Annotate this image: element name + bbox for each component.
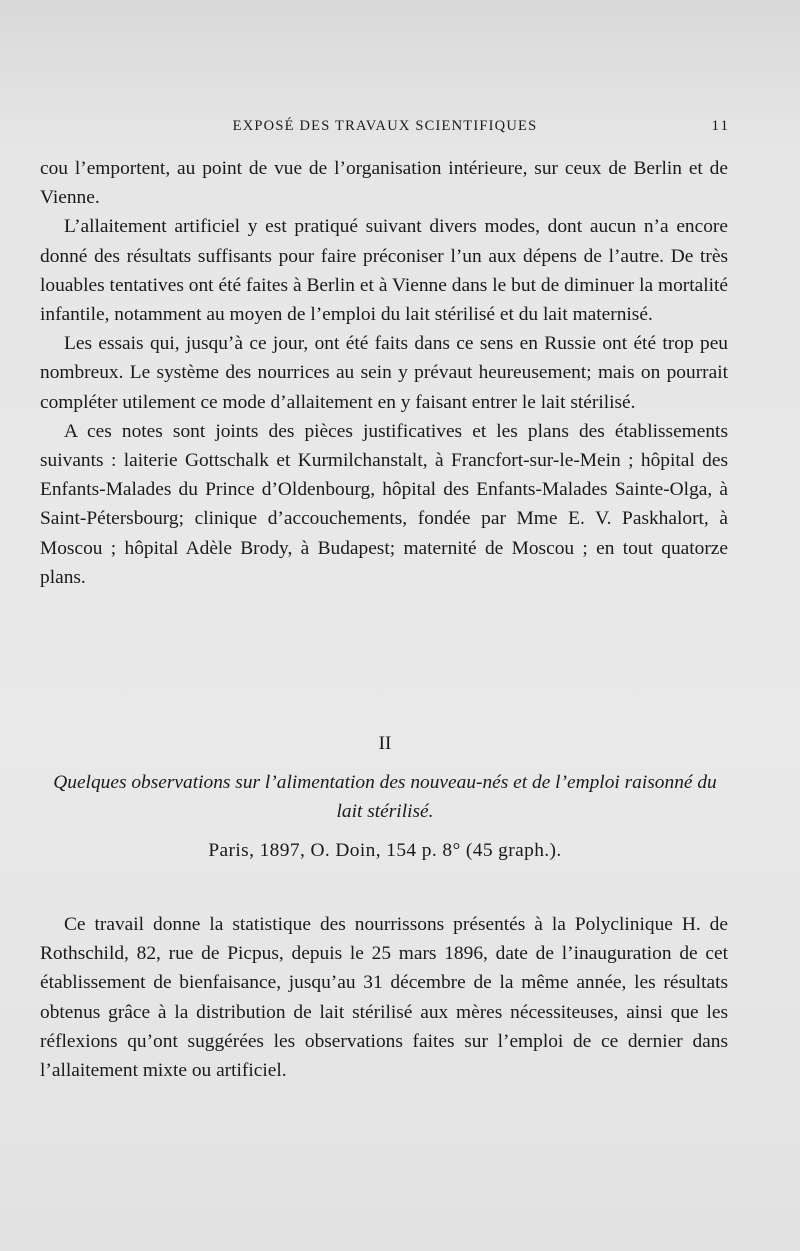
running-title: EXPOSÉ DES TRAVAUX SCIENTIFIQUES [232,118,538,134]
paragraph-travail: Ce travail donne la statistique des nourrissons présentés à la Polyclinique H. de Rothschild, 82, rue de Picpus, depuis le 25 mars 1896, date de l’inauguration de cet établissement de bienfaisance, jusqu’au 31 décembre de la même année, les résultats obtenus grâce à la distribution de lait stérilisé aux mères nécessiteuses, ainsi que les réflexions qu’ont suggérées les observations faites sur l’emploi de ce dernier dans l’allaitement mixte ou artificiel. [40,914,728,1082]
body-text-top [40,154,728,592]
paragraph-allaitement: L’allaitement artificiel y est pratiqué suivant divers modes, dont aucun n’a encore donné des résultats suffisants pour faire préconiser l’un aux dépens de l’autre. De très louables tentatives ont été faites à Berlin et à Vienne dans le but de diminuer la mortalité infantile, notamment au moyen de l’emploi du lait stérilisé et du lait maternisé. [40,216,728,326]
paragraph-pieces-justificatives: A ces notes sont joints des pièces justificatives et les plans des établissements suivants : laiterie Gottschalk et Kurmilchanstalt, à Francfort-sur-le-Mein ; hôpital des Enfants-Malades du Prince d’Oldenbourg, hôpital des Enfants-Malades Sainte-Olga, à Saint-Pétersbourg; clinique d’accouchements, fondée par Mme E. V. Paskhalort, à Moscou ; hôpital Adèle Brody, à Budapest; maternité de Moscou ; en tout quatorze plans. [40,420,728,588]
section-number: II [378,733,392,754]
body-text-bottom [40,910,728,1085]
page-number: 11 [711,118,730,134]
paragraph-essais: Les essais qui, jusqu’à ce jour, ont été faits dans ce sens en Russie ont été trop peu nombreux. Le système des nourrices au sein y prévaut heureusement; mais on pourrait compléter utilement ce mode d’allaitement en y faisant entrer le lait stérilisé. [40,333,728,413]
paragraph-continuation: cou l’emportent, au point de vue de l’organisation intérieure, sur ceux de Berlin et de Vienne. [40,158,728,209]
section-title: Quelques observations sur l’alimentation des nouveau-nés et de l’emploi raisonné du lait stérilisé. [53,772,717,822]
page-header [40,118,730,140]
publication-info: Paris, 1897, O. Doin, 154 p. 8° (45 graph.). [208,840,562,861]
